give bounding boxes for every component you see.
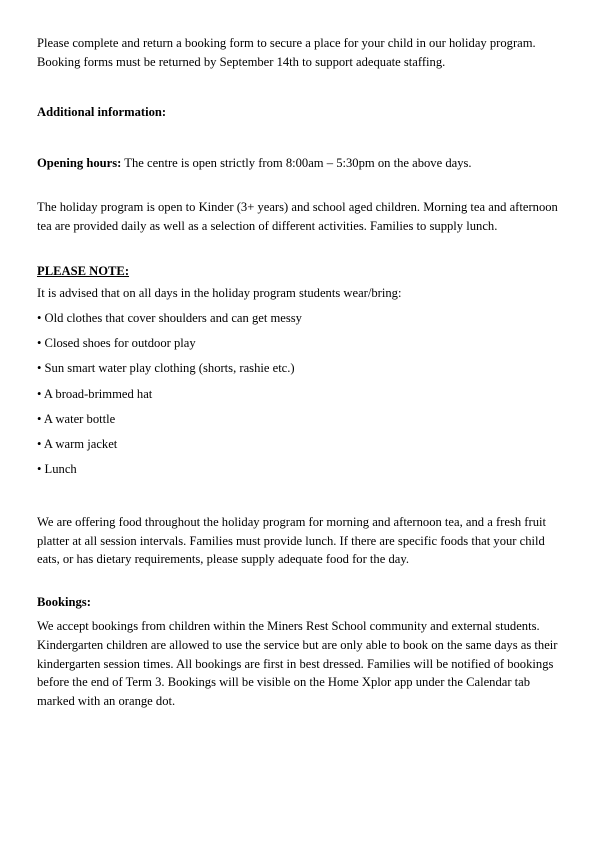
food-info-paragraph: We are offering food throughout the holiday program for morning and afternoon tea, and a fresh fruit platter at all session intervals. Families must provide lunch. If there are specific foods that your child eats, or has dietary requirements, please supply adequate food for the day.: [37, 515, 546, 567]
list-item: • Old clothes that cover shoulders and can get messy: [37, 310, 302, 325]
list-item: • A warm jacket: [37, 437, 118, 452]
please-note-heading: PLEASE NOTE:: [37, 263, 130, 278]
list-item: • A broad-brimmed hat: [37, 386, 153, 401]
intro-paragraph: Please complete and return a booking form to secure a place for your child in our holiday program. Booking forms must be returned by September 14th to support adequate staffing.: [37, 36, 536, 69]
list-item: • Lunch: [37, 462, 77, 477]
bookings-heading: Bookings:: [37, 594, 91, 609]
additional-information-heading: Additional information:: [37, 105, 167, 120]
document-page: [37, 34, 562, 710]
opening-hours-text: The centre is open strictly from 8:00am – 5:30pm on the above days.: [121, 155, 472, 170]
program-info-paragraph: The holiday program is open to Kinder (3+ years) and school aged children. Morning tea and afternoon tea are provided daily as well as a selection of different activities. Families to supply lunch.: [37, 200, 558, 233]
please-note-intro: It is advised that on all days in the holiday program students wear/bring:: [37, 286, 402, 301]
list-item: • A water bottle: [37, 411, 116, 426]
opening-hours-label: Opening hours:: [37, 155, 122, 170]
list-item: • Closed shoes for outdoor play: [37, 336, 196, 351]
bookings-paragraph: We accept bookings from children within the Miners Rest School community and external students. Kindergarten children are allowed to use the service but are only able to book on the same days as their kindergarten session times. All bookings are first in best dressed. Families will be notified of bookings before the end of Term 3. Bookings will be visible on the Home Xplor app under the Calendar tab marked with an orange dot.: [37, 619, 558, 708]
opening-hours-paragraph: [37, 154, 562, 173]
please-note-list: [37, 309, 562, 479]
list-item: • Sun smart water play clothing (shorts, rashie etc.): [37, 361, 295, 376]
